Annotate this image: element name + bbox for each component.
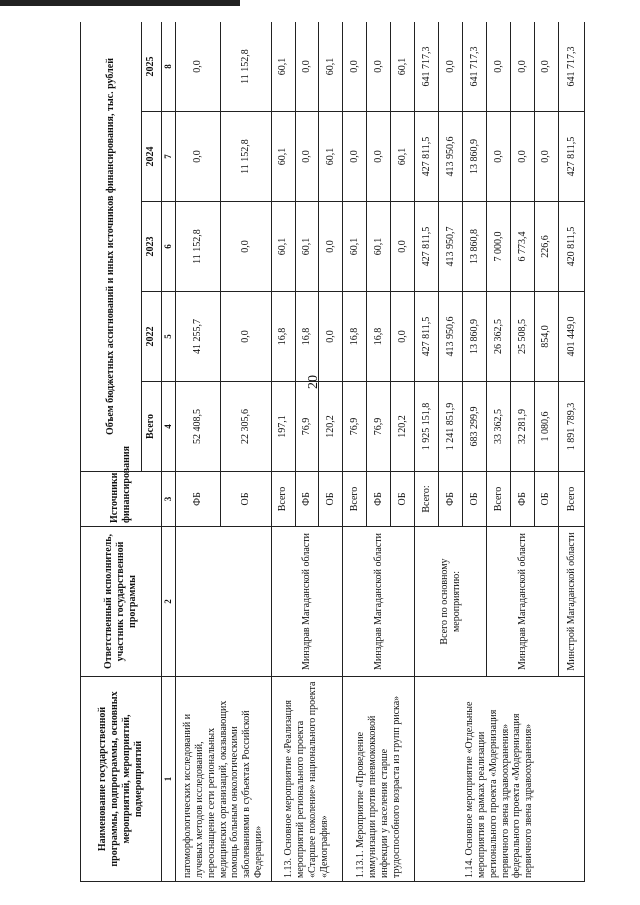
value-cell: 16,8 — [343, 292, 367, 382]
table-row — [415, 22, 439, 882]
value-cell: 0,0 — [391, 202, 415, 292]
col-number: 6 — [161, 202, 176, 292]
value-cell: 16,8 — [271, 292, 295, 382]
header-executor: Ответственный исполнитель, участник государственной программы — [81, 527, 162, 677]
value-cell: 0,0 — [343, 22, 367, 112]
source-cell: ОБ — [391, 472, 415, 527]
executor-cell: Минстрой Магаданской области — [558, 527, 584, 677]
table-row — [271, 22, 295, 882]
value-cell: 13 860,9 — [463, 112, 487, 202]
value-cell: 0,0 — [176, 112, 221, 202]
value-cell: 76,9 — [295, 382, 319, 472]
value-cell: 0,0 — [487, 22, 511, 112]
value-cell: 60,1 — [391, 112, 415, 202]
col-number: 5 — [161, 292, 176, 382]
header-total: Всего — [141, 382, 161, 472]
value-cell: 413 950,6 — [439, 292, 463, 382]
header-name: Наименование государственной программы, подпрограммы, основных мероприятий, мероприятий, подмероприятий — [81, 677, 162, 882]
executor-cell: Минздрав Магаданской области — [487, 527, 559, 677]
source-cell: ФБ — [295, 472, 319, 527]
page-number: 20 — [306, 375, 321, 389]
source-cell: ОБ — [319, 472, 343, 527]
rotated-sheet — [80, 22, 585, 882]
continued-item-name: патоморфологических исследований и лучевых методов исследований, переоснащение сети региональных медицинских организаций, оказывающих помощь больным онкологическими заболеваниями в субъектах Российской Федерации» — [176, 677, 271, 882]
value-cell: 33 362,5 — [487, 382, 511, 472]
value-cell: 25 508,5 — [510, 292, 534, 382]
source-cell: Всего — [487, 472, 511, 527]
value-cell: 60,1 — [271, 112, 295, 202]
item-1-13-1-name: 1.13.1. Мероприятие «Проведение иммунизации против пневмококковой инфекции у населения старше трудоспособного возраста из групп риска» — [343, 677, 415, 882]
value-cell: 401 449,0 — [558, 292, 584, 382]
source-cell: Всего — [558, 472, 584, 527]
value-cell: 427 811,5 — [415, 112, 439, 202]
value-cell: 60,1 — [271, 22, 295, 112]
value-cell: 1 891 789,3 — [558, 382, 584, 472]
value-cell: 6 773,4 — [510, 202, 534, 292]
value-cell: 413 950,7 — [439, 202, 463, 292]
value-cell: 76,9 — [343, 382, 367, 472]
value-cell: 413 950,6 — [439, 112, 463, 202]
value-cell: 1 241 851,9 — [439, 382, 463, 472]
col-number: 4 — [161, 382, 176, 472]
source-cell: ФБ — [176, 472, 221, 527]
value-cell: 11 152,8 — [176, 202, 221, 292]
col-number: 2 — [161, 527, 176, 677]
value-cell: 641 717,3 — [558, 22, 584, 112]
col-number: 7 — [161, 112, 176, 202]
value-cell: 11 152,8 — [221, 112, 271, 202]
value-cell: 0,0 — [221, 292, 271, 382]
value-cell: 0,0 — [487, 112, 511, 202]
top-edge-bar — [0, 0, 240, 6]
value-cell: 26 362,5 — [487, 292, 511, 382]
value-cell: 60,1 — [319, 112, 343, 202]
value-cell: 226,6 — [534, 202, 558, 292]
column-numbers-row — [161, 22, 176, 882]
value-cell: 13 860,8 — [463, 202, 487, 292]
financing-table — [80, 22, 585, 882]
value-cell: 427 811,5 — [415, 292, 439, 382]
value-cell: 60,1 — [343, 202, 367, 292]
value-cell: 0,0 — [510, 22, 534, 112]
value-cell: 427 811,5 — [415, 202, 439, 292]
header-2024: 2024 — [141, 112, 161, 202]
value-cell: 0,0 — [343, 112, 367, 202]
value-cell: 32 281,9 — [510, 382, 534, 472]
value-cell: 0,0 — [221, 202, 271, 292]
header-2023: 2023 — [141, 202, 161, 292]
value-cell: 16,8 — [367, 292, 391, 382]
value-cell: 0,0 — [319, 292, 343, 382]
value-cell: 0,0 — [534, 112, 558, 202]
col-number: 8 — [161, 22, 176, 112]
header-source: Источники финансирования — [81, 472, 162, 527]
item-1-14-name: 1.14. Основное мероприятие «Отдельные мероприятия в рамках реализации регионального проекта «Модернизация первичного звена здравоохранения» федерального проекта «Модернизация первичного звена здравоохранения» — [415, 677, 585, 882]
value-cell: 22 305,6 — [221, 382, 271, 472]
value-cell: 0,0 — [367, 112, 391, 202]
source-cell: Всего — [343, 472, 367, 527]
table-row — [176, 22, 221, 882]
value-cell: 854,0 — [534, 292, 558, 382]
value-cell: 0,0 — [391, 292, 415, 382]
executor-cell: Всего по основному мероприятию: — [415, 527, 487, 677]
header-row — [81, 22, 142, 882]
value-cell: 60,1 — [319, 22, 343, 112]
source-cell: Всего — [271, 472, 295, 527]
source-cell: Всего: — [415, 472, 439, 527]
value-cell: 197,1 — [271, 382, 295, 472]
value-cell: 1 080,6 — [534, 382, 558, 472]
value-cell: 60,1 — [391, 22, 415, 112]
source-cell: ФБ — [367, 472, 391, 527]
value-cell: 11 152,8 — [221, 22, 271, 112]
value-cell: 120,2 — [391, 382, 415, 472]
table-row — [343, 22, 367, 882]
executor-cell: Минздрав Магаданской области — [271, 527, 343, 677]
value-cell: 60,1 — [367, 202, 391, 292]
value-cell: 120,2 — [319, 382, 343, 472]
value-cell: 60,1 — [295, 202, 319, 292]
value-cell: 0,0 — [439, 22, 463, 112]
source-cell: ФБ — [510, 472, 534, 527]
source-cell: ОБ — [463, 472, 487, 527]
value-cell: 0,0 — [319, 202, 343, 292]
value-cell: 60,1 — [271, 202, 295, 292]
source-cell: ОБ — [534, 472, 558, 527]
value-cell: 420 811,5 — [558, 202, 584, 292]
value-cell: 0,0 — [534, 22, 558, 112]
executor-cell — [176, 527, 271, 677]
col-number: 1 — [161, 677, 176, 882]
value-cell: 13 860,9 — [463, 292, 487, 382]
table-viewport — [80, 22, 585, 882]
source-cell: ФБ — [439, 472, 463, 527]
value-cell: 683 299,9 — [463, 382, 487, 472]
value-cell: 52 408,5 — [176, 382, 221, 472]
value-cell: 0,0 — [295, 22, 319, 112]
header-2022: 2022 — [141, 292, 161, 382]
value-cell: 641 717,3 — [463, 22, 487, 112]
item-1-13-name: 1.13. Основное мероприятие «Реализация мероприятий регионального проекта «Старшее поколение» национального проекта «Демография» — [271, 677, 343, 882]
executor-cell: Минздрав Магаданской области — [343, 527, 415, 677]
value-cell: 7 000,0 — [487, 202, 511, 292]
header-2025: 2025 — [141, 22, 161, 112]
source-cell: ОБ — [221, 472, 271, 527]
value-cell: 0,0 — [295, 112, 319, 202]
value-cell: 76,9 — [367, 382, 391, 472]
value-cell: 427 811,5 — [558, 112, 584, 202]
value-cell: 0,0 — [176, 22, 221, 112]
value-cell: 41 255,7 — [176, 292, 221, 382]
value-cell: 16,8 — [295, 292, 319, 382]
value-cell: 1 925 151,8 — [415, 382, 439, 472]
col-number: 3 — [161, 472, 176, 527]
value-cell: 0,0 — [510, 112, 534, 202]
value-cell: 641 717,3 — [415, 22, 439, 112]
header-volume: Объем бюджетных ассигнований и иных источников финансирования, тыс. рублей — [81, 22, 142, 472]
value-cell: 0,0 — [367, 22, 391, 112]
